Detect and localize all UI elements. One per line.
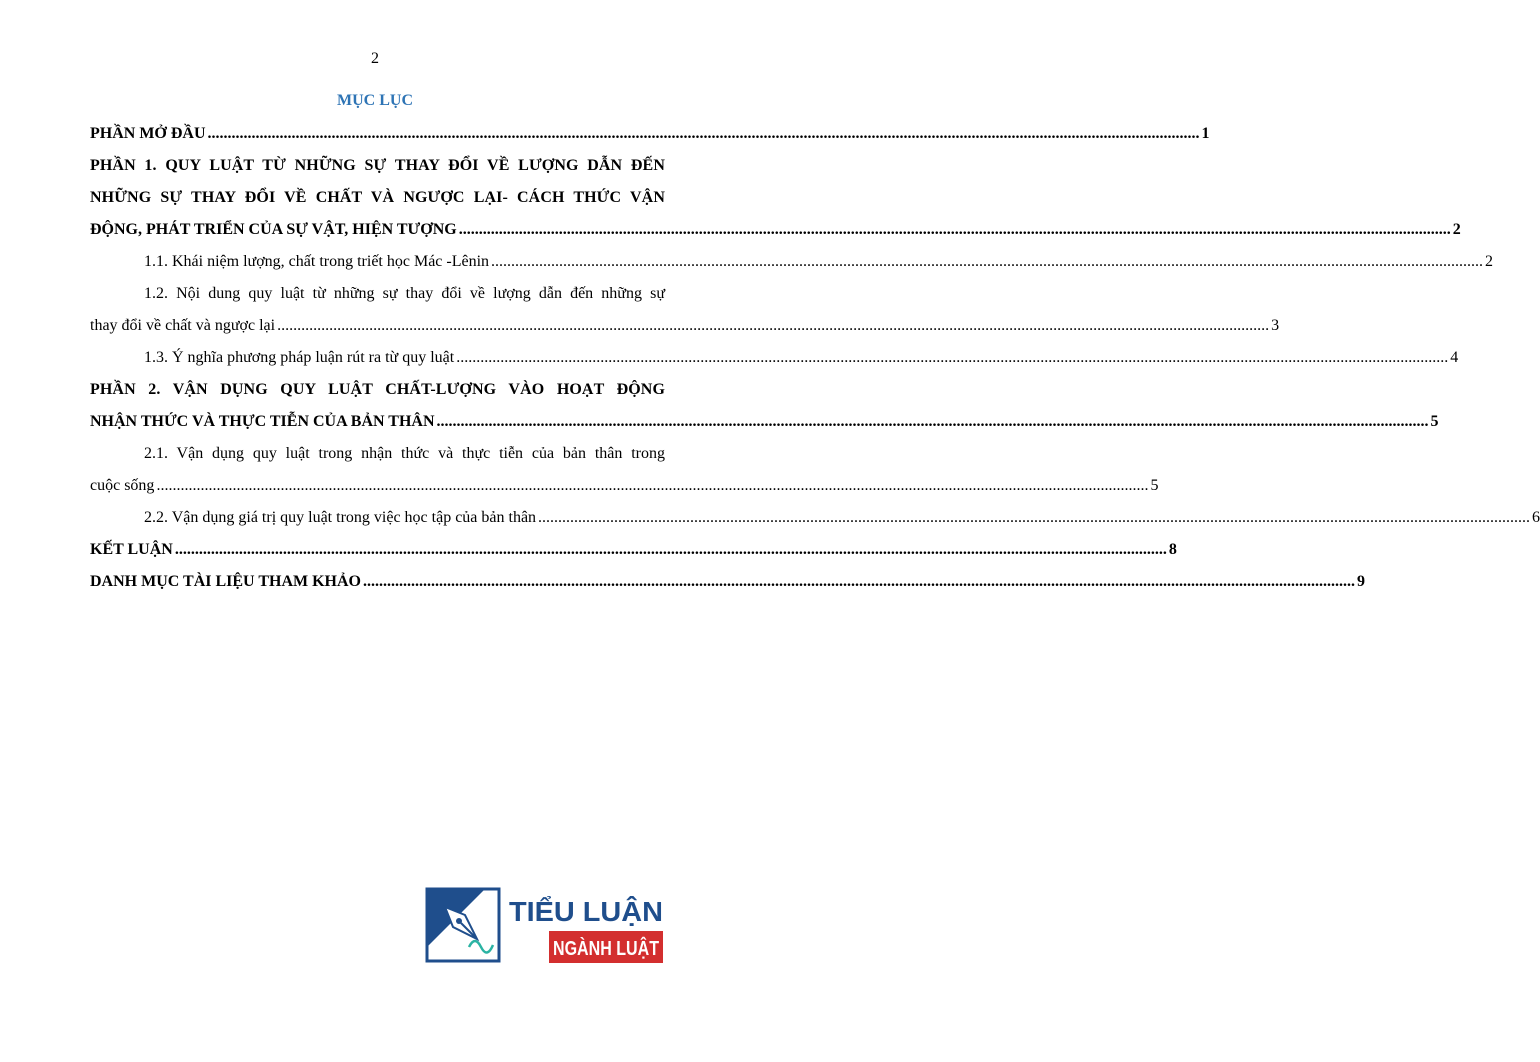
toc-entry-line: 2.1. Vận dụng quy luật trong nhận thức và thực tiễn của bản thân trong (144, 445, 665, 462)
dot-leader (363, 566, 1355, 598)
toc-page-number: 5 (1430, 413, 1439, 430)
toc-entry-conclusion[interactable] (90, 534, 1177, 566)
toc-page-number: 3 (1271, 317, 1280, 334)
toc-entry-part2[interactable] (90, 374, 1439, 438)
logo-line1: TIỂU LUẬN (509, 896, 663, 927)
table-of-contents (90, 118, 1540, 598)
toc-page-number: 8 (1168, 541, 1177, 558)
toc-page-number: 2 (1452, 221, 1461, 238)
toc-entry-text: cuộc sống (90, 477, 155, 494)
toc-entry-text: 1.1. Khái niệm lượng, chất trong triết học Mác -Lênin (144, 253, 490, 270)
toc-entry-intro[interactable] (90, 118, 1210, 150)
dot-leader (459, 214, 1451, 246)
dot-leader (538, 502, 1530, 534)
toc-entry-line: 1.2. Nội dung quy luật từ những sự thay đổi về lượng dẫn đến những sự (144, 285, 665, 302)
toc-entry-text: 2.2. Vận dụng giá trị quy luật trong việc học tập của bản thân (144, 509, 537, 526)
toc-entry-references[interactable] (90, 566, 1365, 598)
toc-entry-text: thay đổi về chất và ngược lại (90, 317, 276, 334)
toc-entry-1-1[interactable] (90, 246, 1494, 278)
dot-leader (175, 534, 1167, 566)
toc-entry-1-2[interactable] (90, 278, 1280, 342)
toc-entry-text: 1.3. Ý nghĩa phương pháp luận rút ra từ quy luật (144, 349, 455, 366)
toc-entry-2-1[interactable] (90, 438, 1159, 502)
toc-entry-2-2[interactable] (90, 502, 1540, 534)
page-number: 2 (371, 50, 379, 67)
toc-entry-text: DANH MỤC TÀI LIỆU THAM KHẢO (90, 573, 361, 590)
toc-entry-text: NHẬN THỨC VÀ THỰC TIỄN CỦA BẢN THÂN (90, 413, 435, 430)
toc-entry-text: PHẦN MỞ ĐẦU (90, 125, 206, 142)
dot-leader (456, 342, 1448, 374)
toc-page-number: 1 (1201, 125, 1210, 142)
toc-title: MỤC LỤC (337, 92, 413, 109)
pen-nib-icon (427, 889, 499, 961)
dot-leader (437, 406, 1429, 438)
toc-entry-line: PHẦN 2. VẬN DỤNG QUY LUẬT CHẤT-LƯỢNG VÀO HOẠT ĐỘNG (90, 381, 665, 398)
logo-line2: NGÀNH LUẬT (553, 938, 686, 960)
toc-page-number: 4 (1450, 349, 1459, 366)
toc-page-number: 5 (1150, 477, 1159, 494)
dot-leader (208, 118, 1200, 150)
dot-leader (156, 470, 1148, 502)
toc-entry-text: KẾT LUẬN (90, 541, 173, 558)
dot-leader (491, 246, 1483, 278)
toc-entry-text: ĐỘNG, PHÁT TRIỂN CỦA SỰ VẬT, HIỆN TƯỢNG (90, 221, 457, 238)
toc-page-number: 2 (1485, 253, 1494, 270)
toc-entry-1-3[interactable] (90, 342, 1459, 374)
toc-entry-line: PHẦN 1. QUY LUẬT TỪ NHỮNG SỰ THAY ĐỔI VỀ LƯỢNG DẪN ĐẾN (90, 157, 665, 174)
toc-page-number: 9 (1356, 573, 1365, 590)
toc-entry-part1[interactable] (90, 150, 1461, 246)
dot-leader (277, 310, 1269, 342)
toc-page-number: 6 (1532, 509, 1540, 526)
tieu-luan-logo (425, 887, 686, 967)
toc-entry-line: NHỮNG SỰ THAY ĐỔI VỀ CHẤT VÀ NGƯỢC LẠI- CÁCH THỨC VẬN (90, 189, 665, 206)
